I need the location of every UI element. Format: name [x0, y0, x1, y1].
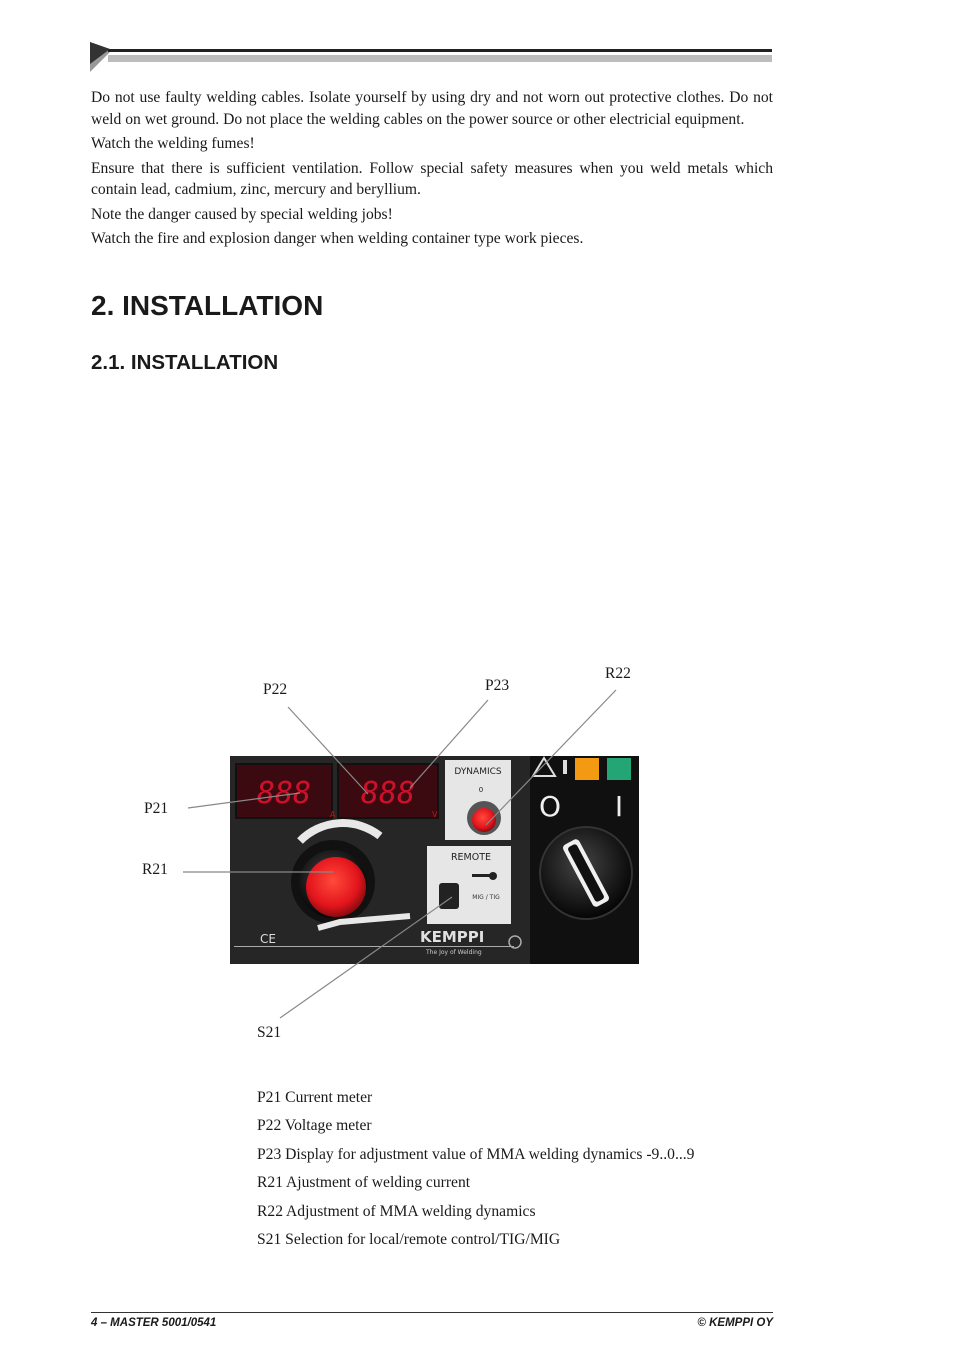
legend-item: R22 Adjustment of MMA welding dynamics [257, 1202, 536, 1220]
mig-tig-label: MIG / TIG [472, 894, 500, 901]
footer-left: 4 – MASTER 5001/0541 [91, 1317, 217, 1329]
legend-item: P21 Current meter [257, 1089, 373, 1106]
legend-item: S21 Selection for local/remote control/TIG/MIG [257, 1230, 561, 1248]
switch-off-label: O [538, 790, 562, 823]
section-heading: 2. INSTALLATION [91, 290, 324, 321]
intro-paragraph: Watch the welding fumes! [91, 135, 255, 152]
ce-mark: CE [260, 932, 276, 946]
legend-item: R21 Ajustment of welding current [257, 1174, 471, 1192]
footer-rule [91, 1312, 773, 1313]
subsection-heading: 2.1. INSTALLATION [91, 351, 279, 374]
kemppi-logo: KEMPPI [420, 928, 485, 946]
callout-r22: R22 [605, 665, 631, 682]
intro-paragraph: Ensure that there is sufficient ventilation. Follow special safety measures when you weld metals which contain lead, cadmium, zinc, mercury and beryllium. [91, 159, 773, 198]
remote-label: REMOTE [450, 852, 492, 863]
callout-r21: R21 [142, 861, 168, 878]
legend-list [257, 1087, 777, 1257]
brand-tagline: The Joy of Welding [426, 949, 482, 956]
voltage-display: 888 [360, 776, 416, 811]
unit-a-label: A [330, 810, 336, 819]
callout-p21: P21 [144, 800, 169, 817]
intro-paragraph: Note the danger caused by special welding jobs! [91, 205, 393, 223]
dynamics-label: DYNAMICS [454, 767, 502, 777]
intro-paragraph: Watch the fire and explosion danger when welding container type work pieces. [91, 230, 584, 247]
legend-item: P22 Voltage meter [257, 1117, 372, 1135]
callout-s21: S21 [257, 1024, 282, 1041]
footer-right: © KEMPPI OY [697, 1317, 773, 1329]
callout-p23: P23 [485, 677, 510, 694]
legend-item: P23 Display for adjustment value of MMA welding dynamics -9..0...9 [257, 1145, 695, 1163]
unit-v-label: V [432, 810, 438, 819]
current-display: 888 [256, 776, 312, 811]
switch-on-label: I [614, 790, 624, 823]
intro-paragraph: Do not use faulty welding cables. Isolate yourself by using dry and not worn out protective clothes. Do not weld on wet ground. Do not place the welding cables on the power source or other electricial equipment. [91, 89, 773, 128]
dynamics-zero-label: 0 [478, 786, 484, 794]
callout-p22: P22 [263, 681, 288, 698]
